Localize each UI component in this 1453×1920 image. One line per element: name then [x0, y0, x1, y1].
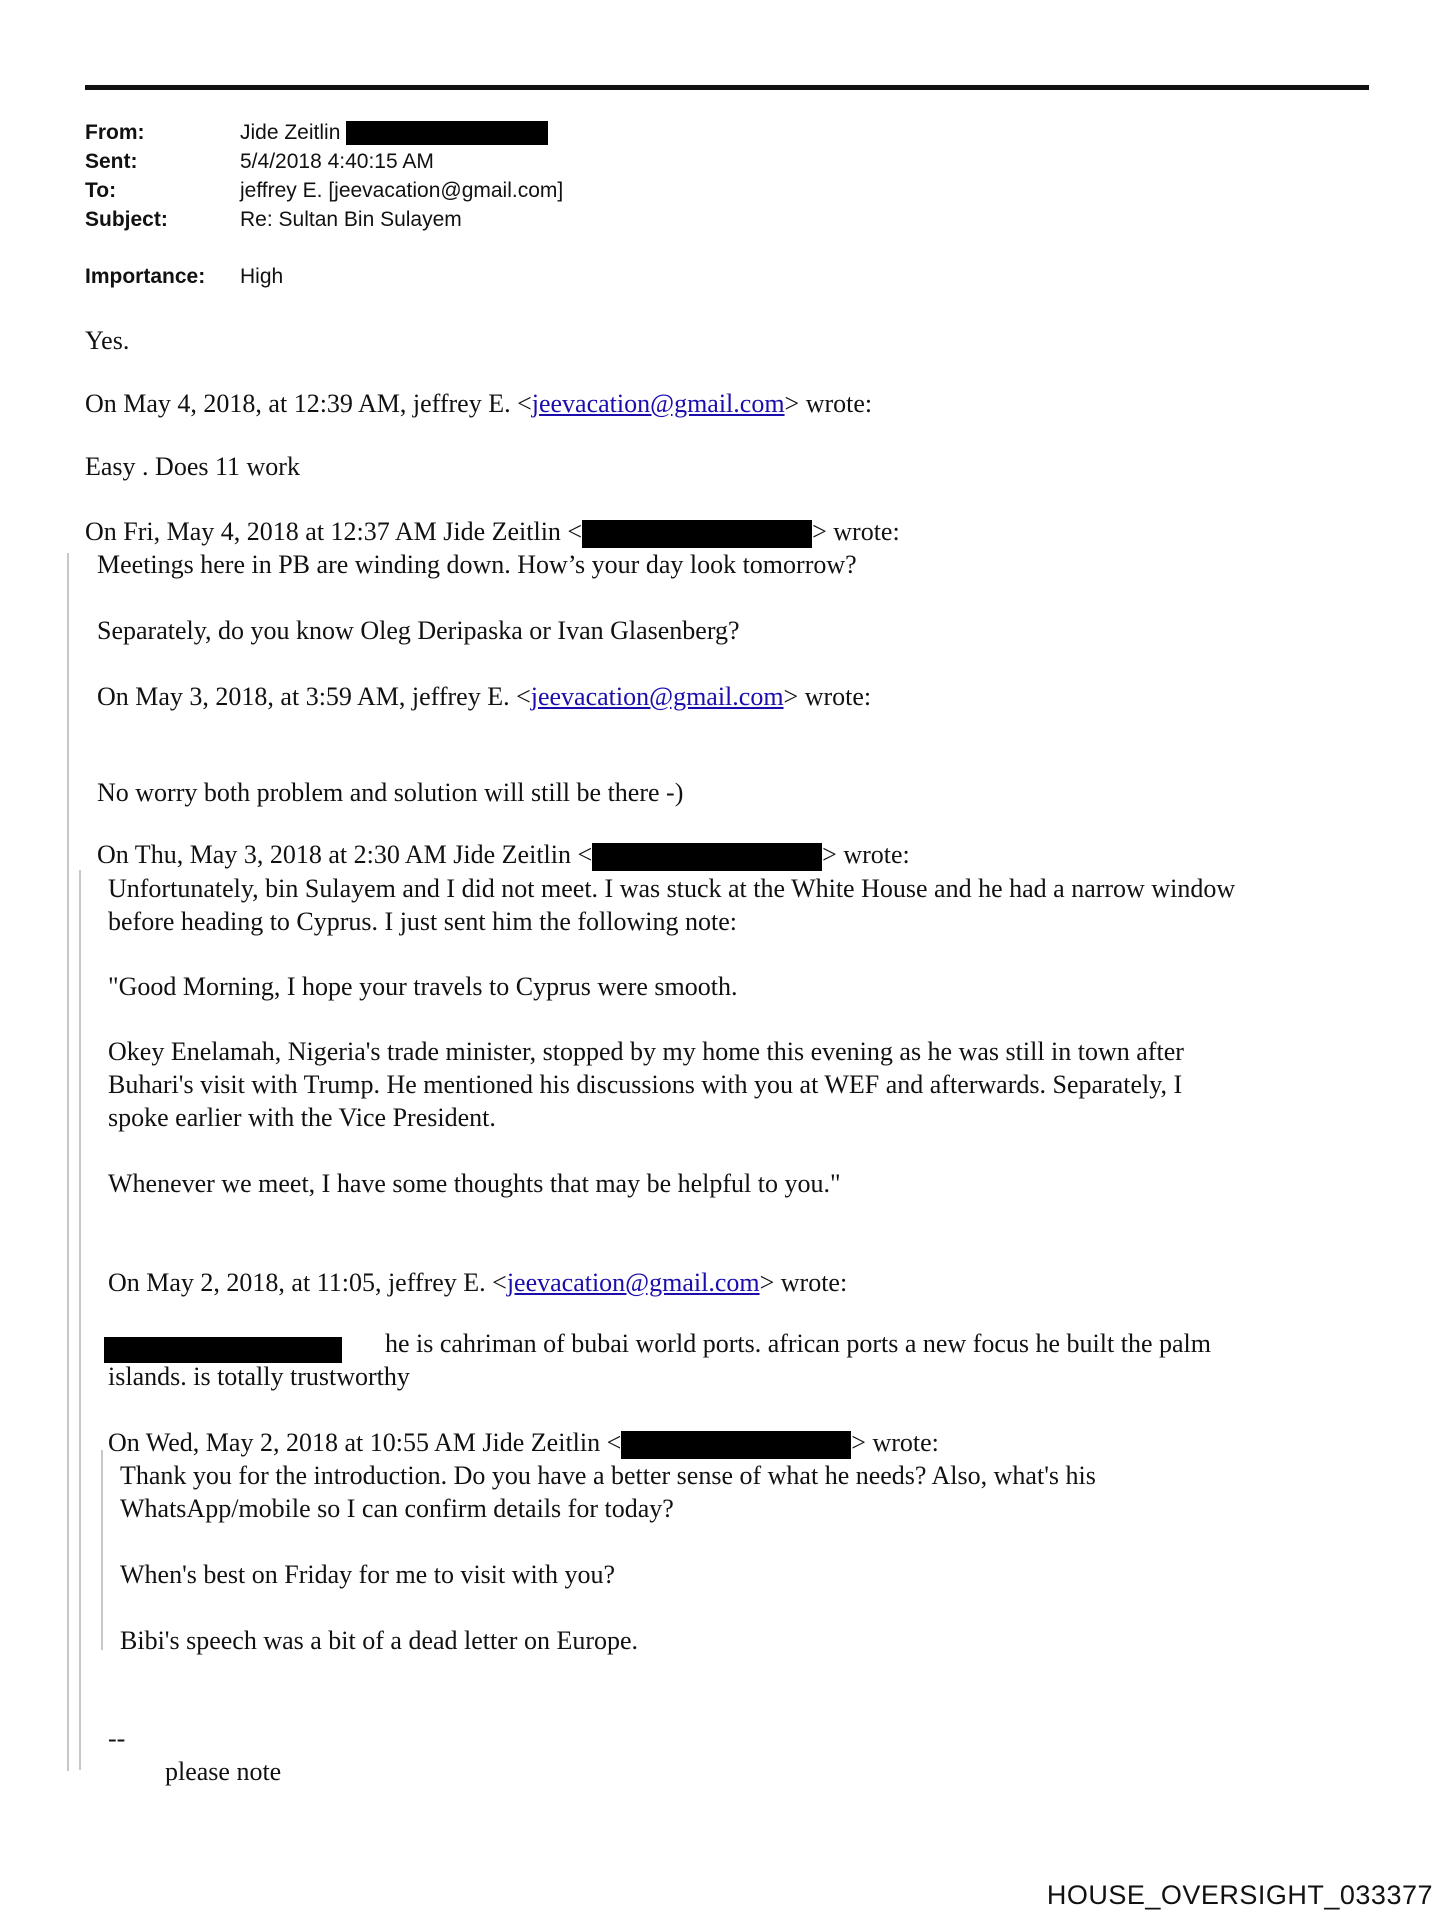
importance-value: High: [240, 265, 284, 288]
message-line: Easy . Does 11 work: [85, 452, 300, 481]
message-line: When's best on Friday for me to visit with you?: [120, 1560, 616, 1589]
reply-text: Yes.: [85, 326, 130, 355]
signature-text: please note: [165, 1757, 282, 1786]
email-link[interactable]: jeevacation@gmail.com: [530, 682, 784, 711]
attribution-line: [108, 1266, 847, 1299]
sent-value: 5/4/2018 4:40:15 AM: [240, 150, 434, 173]
message-line: Okey Enelamah, Nigeria's trade minister, stopped by my home this evening as he was still in town after: [108, 1037, 1184, 1066]
attribution-text: > wrote:: [812, 517, 900, 546]
attribution-text: On Thu, May 3, 2018 at 2:30 AM Jide Zeitlin <: [97, 840, 593, 869]
email-link[interactable]: jeevacation@gmail.com: [531, 389, 785, 418]
attribution-line: [108, 1426, 939, 1459]
message-line: Unfortunately, bin Sulayem and I did not meet. I was stuck at the White House and he had a narrow window: [108, 874, 1236, 903]
message-line: Buhari's visit with Trump. He mentioned his discussions with you at WEF and afterwards. Separately, I: [108, 1070, 1183, 1099]
message-line: WhatsApp/mobile so I can confirm details for today?: [120, 1494, 674, 1523]
message-line: he is cahriman of bubai world ports. african ports a new focus he built the palm: [385, 1329, 1211, 1358]
message-line: "Good Morning, I hope your travels to Cyprus were smooth.: [108, 972, 738, 1001]
message-line: islands. is totally trustworthy: [108, 1362, 410, 1391]
attribution-text: On Fri, May 4, 2018 at 12:37 AM Jide Zeitlin <: [85, 517, 583, 546]
message-line: Separately, do you know Oleg Deripaska or Ivan Glasenberg?: [97, 616, 740, 645]
attribution-line: [97, 680, 871, 713]
from-name: Jide Zeitlin: [240, 121, 341, 144]
attribution-text: On Wed, May 2, 2018 at 10:55 AM Jide Zeitlin <: [108, 1428, 622, 1457]
message-line: before heading to Cyprus. I just sent him the following note:: [108, 907, 737, 936]
to-value: jeffrey E. [jeevacation@gmail.com]: [240, 179, 564, 202]
attribution-text: On May 4, 2018, at 12:39 AM, jeffrey E. <: [85, 389, 532, 418]
message-line: Meetings here in PB are winding down. How’s your day look tomorrow?: [97, 550, 857, 579]
redaction-box: [582, 520, 812, 548]
message-line: spoke earlier with the Vice President.: [108, 1103, 496, 1132]
message-line: Thank you for the introduction. Do you have a better sense of what he needs? Also, what's his: [120, 1461, 1096, 1490]
message-line: Whenever we meet, I have some thoughts that may be helpful to you.": [108, 1169, 841, 1198]
from-label: From:: [85, 121, 145, 144]
message-line: Bibi's speech was a bit of a dead letter on Europe.: [120, 1626, 639, 1655]
attribution-line: [85, 387, 872, 420]
attribution-text: > wrote:: [783, 682, 872, 711]
sent-label: Sent:: [85, 150, 138, 173]
redaction-box: [621, 1431, 851, 1459]
attribution-text: On May 2, 2018, at 11:05, jeffrey E. <: [108, 1268, 507, 1297]
email-link[interactable]: jeevacation@gmail.com: [506, 1268, 760, 1297]
attribution-line: [97, 838, 910, 871]
attribution-text: On May 3, 2018, at 3:59 AM, jeffrey E. <: [97, 682, 531, 711]
importance-label: Importance:: [85, 265, 206, 288]
bates-number: HOUSE_OVERSIGHT_033377: [1046, 1880, 1433, 1910]
subject-label: Subject:: [85, 208, 168, 231]
attribution-text: > wrote:: [759, 1268, 848, 1297]
to-label: To:: [85, 179, 117, 202]
attribution-text: > wrote:: [822, 840, 910, 869]
message-line: No worry both problem and solution will still be there -): [97, 778, 684, 807]
signature-separator: --: [108, 1724, 126, 1753]
redaction-box: [592, 843, 822, 871]
attribution-text: > wrote:: [784, 389, 873, 418]
attribution-text: > wrote:: [851, 1428, 939, 1457]
attribution-line: [85, 515, 900, 548]
subject-value: Re: Sultan Bin Sulayem: [240, 208, 462, 231]
